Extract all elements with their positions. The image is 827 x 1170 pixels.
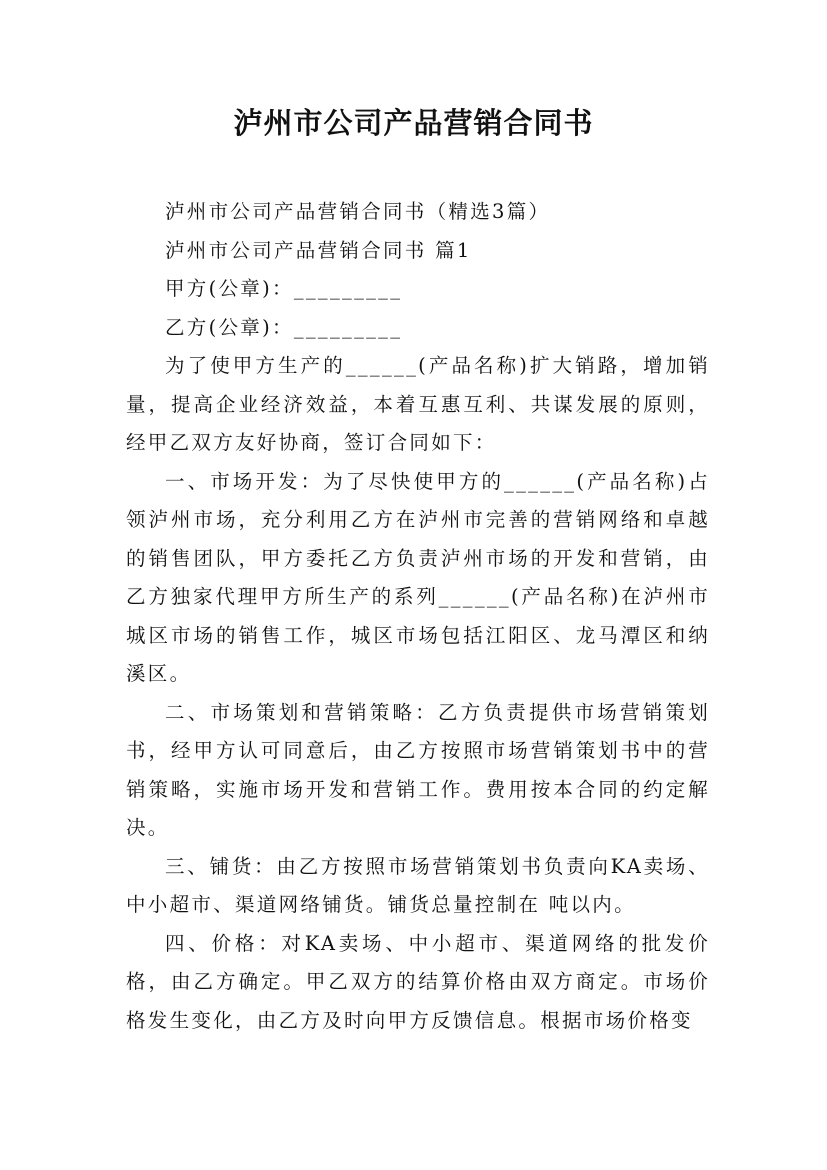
party-a-line: 甲方(公章)：_________ (165, 277, 403, 300)
clause-pricing: 四、价格：对KA卖场、中小超市、渠道网络的批发价格，由乙方确定。甲乙双方的结算价格由双方商定。市场价格发生变化，由乙方及时向甲方反馈信息。根据市场价格变 (126, 931, 710, 1032)
subtitle-line: 泸州市公司产品营销合同书（精选3篇） (165, 200, 551, 223)
preamble-paragraph: 为了使甲方生产的______(产品名称)扩大销路，增加销量，提高企业经济效益，本着互惠互利、共谋发展的原则，经甲乙双方友好协商，签订合同如下： (126, 354, 710, 454)
section-heading: 泸州市公司产品营销合同书 篇1 (165, 238, 472, 262)
clause-distribution: 三、铺货：由乙方按照市场营销策划书负责向KA卖场、中小超市、渠道网络铺货。铺货总量控制在 吨以内。 (126, 854, 710, 916)
party-b-line: 乙方(公章)：_________ (165, 315, 403, 339)
document-body (126, 193, 710, 1040)
clause-market-development: 一、市场开发：为了尽快使甲方的______(产品名称)占领泸州市场，充分利用乙方在泸州市完善的营销网络和卓越的销售团队，甲方委托乙方负责泸州市场的开发和营销，由乙方独家代理甲方所生产的系列______(产品名称)在泸州市城区市场的销售工作，城区市场包括江阳区、龙马潭区和纳溪区。 (126, 469, 710, 685)
document-title: 泸州市公司产品营销合同书 (233, 106, 594, 140)
clause-market-planning: 二、市场策划和营销策略：乙方负责提供市场营销策划书，经甲方认可同意后，由乙方按照市场营销策划书中的营销策略，实施市场开发和营销工作。费用按本合同的约定解决。 (126, 700, 710, 839)
